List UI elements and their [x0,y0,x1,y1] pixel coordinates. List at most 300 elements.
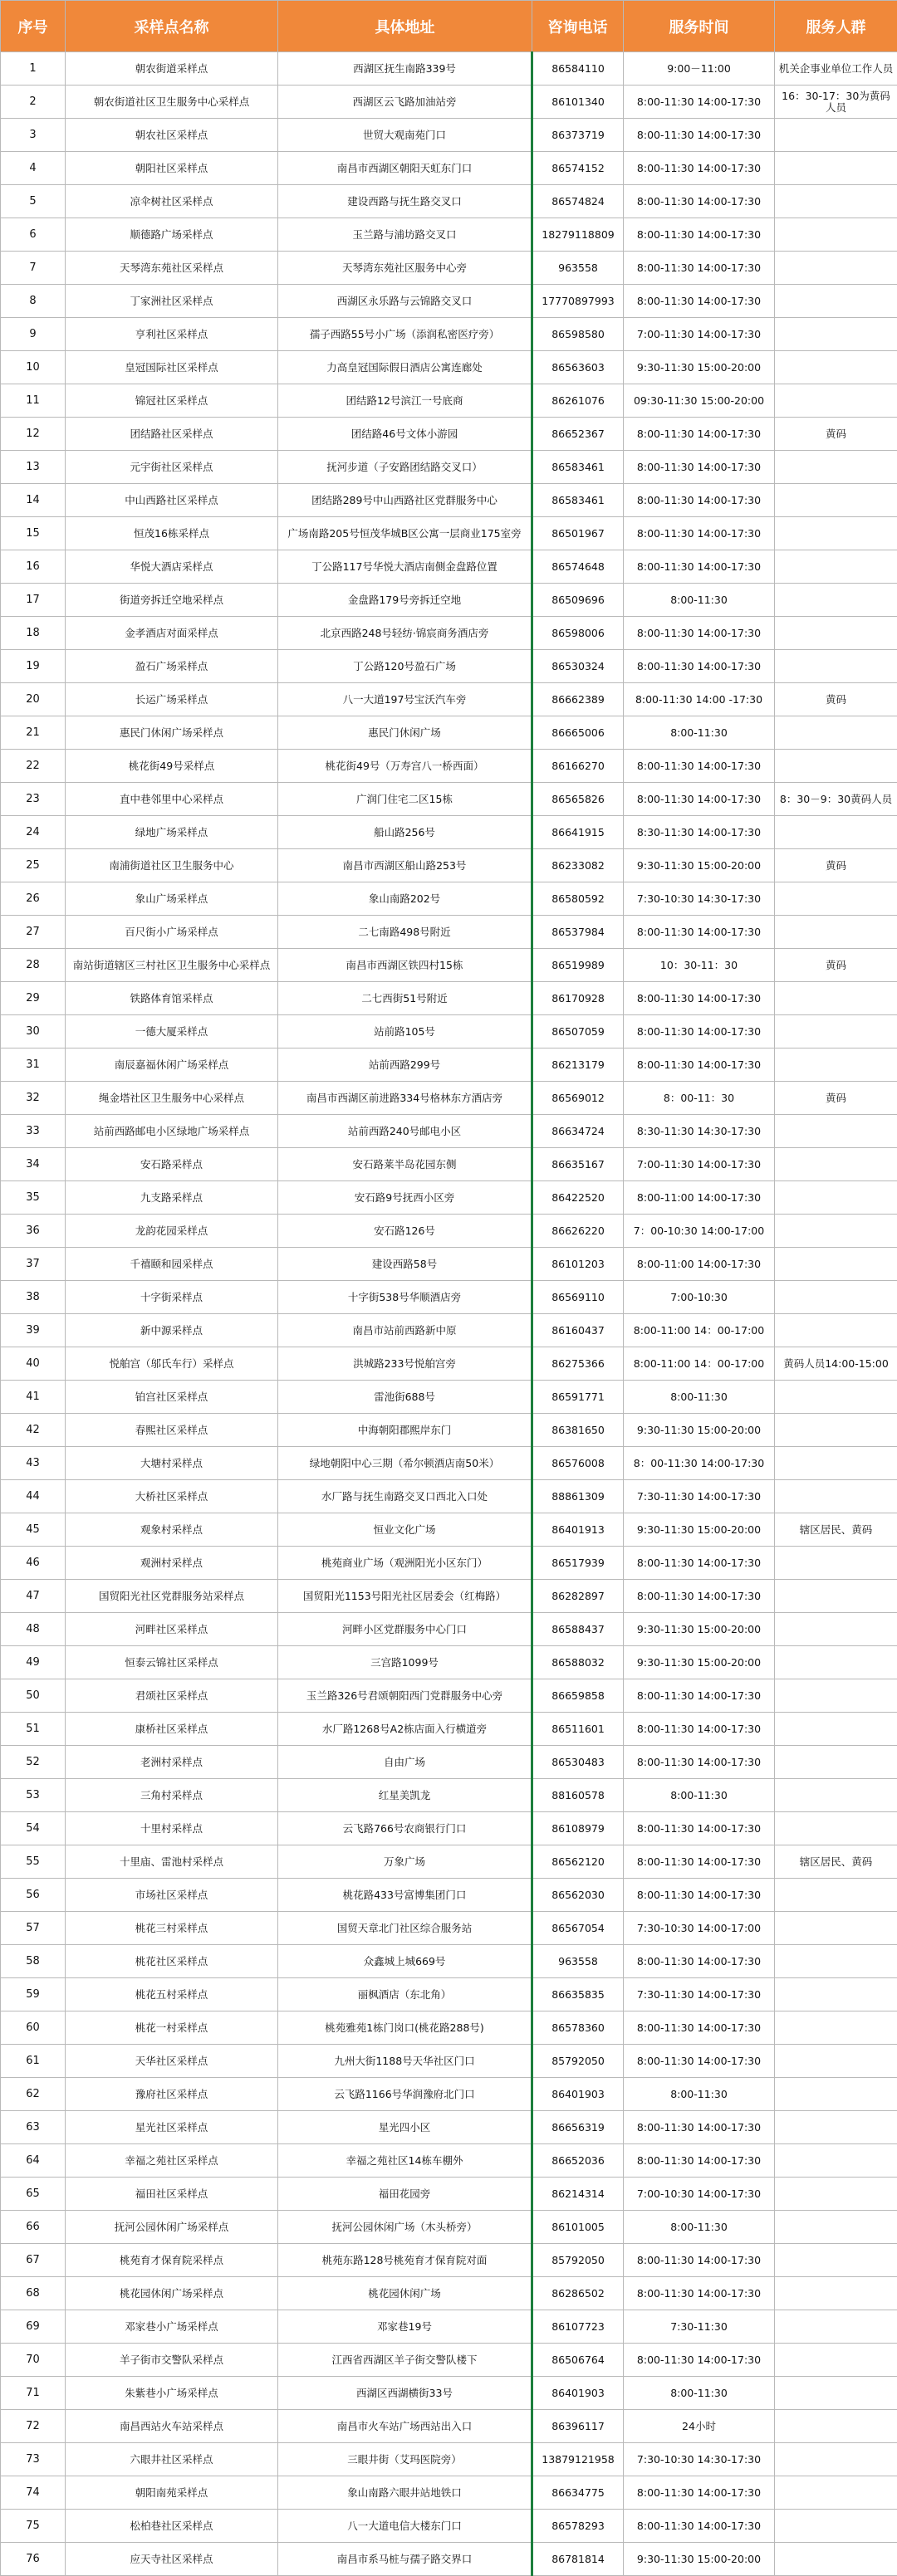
cell-service-group [775,2443,897,2476]
cell-site-name: 星光社区采样点 [66,2111,278,2144]
cell-address: 云飞路766号农商银行门口 [278,1812,532,1845]
cell-seq: 67 [1,2244,66,2277]
cell-service-time: 8:00-11:30 14:00-17:30 [624,2476,775,2510]
table-row [1,783,897,816]
cell-service-group [775,1580,897,1613]
cell-phone: 86519989 [532,949,624,982]
cell-seq: 43 [1,1447,66,1480]
cell-seq: 59 [1,1978,66,2011]
cell-phone: 86578293 [532,2510,624,2543]
cell-service-time: 7:30-11:30 [624,2310,775,2344]
cell-service-group [775,1015,897,1048]
cell-address: 十字街538号华顺酒店旁 [278,1281,532,1314]
table-row [1,451,897,484]
cell-service-group [775,351,897,384]
cell-service-time: 8:00-11:30 14:00 -17:30 [624,683,775,716]
cell-site-name: 华悦大酒店采样点 [66,550,278,584]
cell-service-time: 8:00-11:30 14:00-17:30 [624,1845,775,1879]
cell-phone: 86506764 [532,2344,624,2377]
cell-address: 玉兰路与浦坊路交叉口 [278,218,532,252]
cell-service-group [775,1945,897,1978]
cell-site-name: 抚河公园休闲广场采样点 [66,2211,278,2244]
header-phone: 咨询电话 [532,1,624,52]
table-row [1,1945,897,1978]
table-row [1,1480,897,1513]
cell-phone: 86626220 [532,1215,624,1248]
cell-service-group [775,2310,897,2344]
cell-service-group [775,650,897,683]
table-row [1,2011,897,2045]
table-row [1,1082,897,1115]
cell-address: 建设西路58号 [278,1248,532,1281]
table-body [1,52,897,2576]
cell-seq: 36 [1,1215,66,1248]
header-row [1,1,897,52]
cell-service-time: 8:00-11:30 [624,1779,775,1812]
cell-phone: 86511601 [532,1713,624,1746]
table-row [1,2144,897,2178]
cell-service-time: 8:00-11:30 14:00-17:30 [624,1879,775,1912]
cell-seq: 17 [1,584,66,617]
cell-seq: 57 [1,1912,66,1945]
cell-service-group [775,1879,897,1912]
cell-address: 南昌市系马桩与孺子路交界口 [278,2543,532,2576]
table-row [1,916,897,949]
cell-service-group [775,2476,897,2510]
cell-site-name: 惠民门休闲广场采样点 [66,716,278,750]
cell-address: 星光四小区 [278,2111,532,2144]
cell-address: 南昌市西湖区船山路253号 [278,849,532,882]
cell-address: 丁公路120号盈石广场 [278,650,532,683]
cell-service-group [775,584,897,617]
cell-service-group: 黄码人员14:00-15:00 [775,1347,897,1381]
cell-phone: 88861309 [532,1480,624,1513]
cell-address: 绿地朝阳中心三期（希尔顿酒店南50米） [278,1447,532,1480]
cell-site-name: 朝农街道采样点 [66,52,278,86]
cell-seq: 69 [1,2310,66,2344]
cell-site-name: 应天寺社区采样点 [66,2543,278,2576]
cell-service-time: 8:00-11:30 14:00-17:30 [624,484,775,517]
table-row [1,1447,897,1480]
cell-service-group [775,1978,897,2011]
table-row [1,2510,897,2543]
table-row [1,152,897,185]
cell-phone: 86537984 [532,916,624,949]
table-row [1,1148,897,1181]
cell-service-group: 黄码 [775,1082,897,1115]
table-row [1,2410,897,2443]
cell-site-name: 恒泰云锦社区采样点 [66,1646,278,1679]
cell-service-time: 8:00-11:30 14:00-17:30 [624,119,775,152]
cell-service-time: 8:00-11:30 14:00-17:30 [624,1713,775,1746]
cell-phone: 17770897993 [532,285,624,318]
cell-service-group [775,119,897,152]
cell-seq: 12 [1,418,66,451]
cell-service-time: 9:30-11:30 15:00-20:00 [624,2543,775,2576]
table-row [1,584,897,617]
cell-address: 西湖区永乐路与云锦路交叉口 [278,285,532,318]
cell-seq: 39 [1,1314,66,1347]
cell-seq: 14 [1,484,66,517]
header-site-name: 采样点名称 [66,1,278,52]
cell-service-group [775,1679,897,1713]
cell-seq: 62 [1,2078,66,2111]
cell-site-name: 百尺街小广场采样点 [66,916,278,949]
cell-site-name: 三角村采样点 [66,1779,278,1812]
cell-service-time: 7:30-11:30 14:00-17:30 [624,1978,775,2011]
cell-seq: 63 [1,2111,66,2144]
cell-seq: 13 [1,451,66,484]
cell-phone: 86422520 [532,1181,624,1215]
cell-phone: 86659858 [532,1679,624,1713]
cell-service-group [775,185,897,218]
cell-site-name: 天琴湾东苑社区采样点 [66,252,278,285]
cell-site-name: 朝阳南苑采样点 [66,2476,278,2510]
cell-service-time: 9:30-11:30 15:00-20:00 [624,1646,775,1679]
cell-site-name: 南浦街道社区卫生服务中心 [66,849,278,882]
cell-site-name: 南站街道辖区三村社区卫生服务中心采样点 [66,949,278,982]
cell-phone: 86501967 [532,517,624,550]
cell-address: 安石路莱半岛花园东侧 [278,1148,532,1181]
cell-phone: 18279118809 [532,218,624,252]
cell-service-time: 8:00-11:00 14：00-17:00 [624,1347,775,1381]
cell-service-group: 机关企事业单位工作人员 [775,52,897,86]
cell-site-name: 幸福之苑社区采样点 [66,2144,278,2178]
cell-address: 水厂路1268号A2栋店面入行横道旁 [278,1713,532,1746]
cell-address: 桃苑东路128号桃苑育才保育院对面 [278,2244,532,2277]
cell-address: 桃花园休闲广场 [278,2277,532,2310]
cell-address: 河畔小区党群服务中心门口 [278,1613,532,1646]
cell-address: 团结路289号中山西路社区党群服务中心 [278,484,532,517]
cell-service-group [775,1812,897,1845]
table-row [1,517,897,550]
cell-seq: 28 [1,949,66,982]
table-row [1,1779,897,1812]
table-row [1,384,897,418]
cell-service-time: 8:00-11:30 [624,2078,775,2111]
cell-service-group [775,617,897,650]
cell-address: 八一大道电信大楼东门口 [278,2510,532,2543]
cell-seq: 16 [1,550,66,584]
cell-seq: 45 [1,1513,66,1547]
table-row [1,1713,897,1746]
cell-service-group [775,2045,897,2078]
cell-address: 南昌市站前西路新中原 [278,1314,532,1347]
cell-service-time: 8:00-11:30 14:00-17:30 [624,1048,775,1082]
cell-phone: 86166270 [532,750,624,783]
cell-site-name: 国贸阳光社区党群服务站采样点 [66,1580,278,1613]
cell-site-name: 站前西路邮电小区绿地广场采样点 [66,1115,278,1148]
table-row [1,1181,897,1215]
cell-address: 抚河步道（子安路团结路交叉口） [278,451,532,484]
table-row [1,1547,897,1580]
cell-service-time: 8:00-11:30 14:00-17:30 [624,1679,775,1713]
cell-service-time: 8:00-11:30 14:00-17:30 [624,2144,775,2178]
cell-service-group [775,1048,897,1082]
table-row [1,1314,897,1347]
cell-address: 团结路46号文体小游园 [278,418,532,451]
cell-address: 水厂路与抚生南路交叉口西北入口处 [278,1480,532,1513]
cell-seq: 74 [1,2476,66,2510]
cell-site-name: 顺德路广场采样点 [66,218,278,252]
cell-phone: 86562030 [532,1879,624,1912]
table-row [1,1580,897,1613]
table-row [1,1248,897,1281]
cell-phone: 86598580 [532,318,624,351]
cell-site-name: 天华社区采样点 [66,2045,278,2078]
cell-service-group [775,252,897,285]
cell-site-name: 绳金塔社区卫生服务中心采样点 [66,1082,278,1115]
cell-seq: 23 [1,783,66,816]
cell-site-name: 丁家洲社区采样点 [66,285,278,318]
cell-service-time: 8:00-11:30 14:00-17:30 [624,1945,775,1978]
cell-service-group [775,1746,897,1779]
cell-phone: 86574648 [532,550,624,584]
cell-service-time: 8:00-11:00 14：00-17:00 [624,1314,775,1347]
cell-service-group [775,1314,897,1347]
cell-service-group [775,1115,897,1148]
cell-service-group [775,2543,897,2576]
cell-address: 雷池街688号 [278,1381,532,1414]
cell-phone: 86634775 [532,2476,624,2510]
cell-site-name: 老洲村采样点 [66,1746,278,1779]
cell-seq: 30 [1,1015,66,1048]
table-row [1,1281,897,1314]
table-row [1,683,897,716]
cell-service-group [775,1779,897,1812]
table-row [1,1048,897,1082]
cell-site-name: 街道旁拆迁空地采样点 [66,584,278,617]
cell-address: 福田花园旁 [278,2178,532,2211]
cell-phone: 86635167 [532,1148,624,1181]
cell-site-name: 团结路社区采样点 [66,418,278,451]
cell-service-time: 24小时 [624,2410,775,2443]
cell-service-time: 7:30-10:30 14:30-17:30 [624,882,775,916]
cell-service-group [775,2377,897,2410]
cell-phone: 88160578 [532,1779,624,1812]
cell-address: 云飞路1166号华润豫府北门口 [278,2078,532,2111]
cell-service-time: 7:30-10:30 14:30-17:30 [624,2443,775,2476]
table-row [1,1381,897,1414]
cell-address: 站前西路240号邮电小区 [278,1115,532,1148]
cell-site-name: 羊子街市交警队采样点 [66,2344,278,2377]
cell-seq: 75 [1,2510,66,2543]
cell-service-group [775,1713,897,1746]
cell-phone: 963558 [532,1945,624,1978]
cell-phone: 86652367 [532,418,624,451]
cell-phone: 86584110 [532,52,624,86]
cell-site-name: 大塘村采样点 [66,1447,278,1480]
cell-address: 西湖区云飞路加油站旁 [278,86,532,119]
cell-service-group [775,2410,897,2443]
table-row [1,1215,897,1248]
table-row [1,2244,897,2277]
table-row [1,849,897,882]
cell-service-group [775,1381,897,1414]
cell-phone: 86381650 [532,1414,624,1447]
cell-service-time: 8:00-11:30 14:00-17:30 [624,252,775,285]
cell-site-name: 盈石广场采样点 [66,650,278,683]
cell-service-time: 8:00-11:30 14:00-17:30 [624,1812,775,1845]
cell-address: 二七南路498号附近 [278,916,532,949]
cell-service-group [775,517,897,550]
table-row [1,1978,897,2011]
cell-service-time: 7:00-10:30 14:00-17:30 [624,2178,775,2211]
cell-site-name: 市场社区采样点 [66,1879,278,1912]
cell-address: 南昌市西湖区朝阳天虹东门口 [278,152,532,185]
cell-address: 丁公路117号华悦大酒店南侧金盘路位置 [278,550,532,584]
cell-site-name: 六眼井社区采样点 [66,2443,278,2476]
cell-phone: 86517939 [532,1547,624,1580]
table-row [1,285,897,318]
cell-phone: 86108979 [532,1812,624,1845]
cell-site-name: 康桥社区采样点 [66,1713,278,1746]
cell-site-name: 朝农社区采样点 [66,119,278,152]
cell-phone: 86101340 [532,86,624,119]
cell-site-name: 桃花一村采样点 [66,2011,278,2045]
cell-service-group: 辖区居民、黄码 [775,1845,897,1879]
cell-address: 玉兰路326号君颂朝阳西门党群服务中心旁 [278,1679,532,1713]
table-row [1,484,897,517]
cell-service-time: 8:00-11:00 14:00-17:30 [624,1248,775,1281]
cell-service-group: 黄码 [775,949,897,982]
cell-service-time: 8:00-11:30 [624,1381,775,1414]
cell-service-time: 8:00-11:30 14:00-17:30 [624,2277,775,2310]
cell-service-group: 8：30－9：30黄码人员 [775,783,897,816]
cell-address: 孺子西路55号小广场（添润私密医疗旁） [278,318,532,351]
cell-seq: 44 [1,1480,66,1513]
cell-service-group [775,384,897,418]
cell-phone: 86563603 [532,351,624,384]
cell-phone: 86635835 [532,1978,624,2011]
cell-address: 站前西路299号 [278,1048,532,1082]
table-row [1,716,897,750]
cell-phone: 85792050 [532,2045,624,2078]
table-row [1,1812,897,1845]
cell-site-name: 龙韵花园采样点 [66,1215,278,1248]
cell-service-time: 8:00-11:30 14:00-17:30 [624,783,775,816]
header-service-time: 服务时间 [624,1,775,52]
cell-service-time: 8：00-11:30 14:00-17:30 [624,1447,775,1480]
table-row [1,2476,897,2510]
cell-service-time: 8:00-11:30 [624,2211,775,2244]
cell-phone: 86233082 [532,849,624,882]
cell-address: 国贸阳光1153号阳光社区居委会（红梅路） [278,1580,532,1613]
cell-address: 红星美凯龙 [278,1779,532,1812]
cell-phone: 86282897 [532,1580,624,1613]
table-row [1,318,897,351]
cell-site-name: 河畔社区采样点 [66,1613,278,1646]
cell-site-name: 九支路采样点 [66,1181,278,1215]
cell-seq: 40 [1,1347,66,1381]
cell-site-name: 铂宫社区采样点 [66,1381,278,1414]
cell-address: 恒业文化广场 [278,1513,532,1547]
cell-service-time: 8:00-11:30 14:00-17:30 [624,86,775,119]
cell-seq: 41 [1,1381,66,1414]
cell-service-group [775,2078,897,2111]
cell-service-group [775,1281,897,1314]
cell-seq: 19 [1,650,66,683]
cell-service-time: 8:00-11:30 [624,716,775,750]
cell-service-time: 7:00-11:30 14:00-17:30 [624,1148,775,1181]
cell-seq: 8 [1,285,66,318]
table-row [1,1646,897,1679]
cell-site-name: 锦冠社区采样点 [66,384,278,418]
table-row [1,252,897,285]
cell-site-name: 悦舶宫（邬氏车行）采样点 [66,1347,278,1381]
cell-phone: 86588032 [532,1646,624,1679]
cell-service-group [775,2178,897,2211]
cell-address: 广润门住宅二区15栋 [278,783,532,816]
cell-service-time: 7:30-11:30 14:00-17:30 [624,1480,775,1513]
table-row [1,2310,897,2344]
cell-site-name: 南昌西站火车站采样点 [66,2410,278,2443]
cell-service-group [775,1248,897,1281]
cell-service-group [775,451,897,484]
cell-seq: 73 [1,2443,66,2476]
cell-service-time: 8:00-11:30 14:00-17:30 [624,650,775,683]
cell-site-name: 铁路体育馆采样点 [66,982,278,1015]
cell-service-group [775,1447,897,1480]
cell-phone: 86107723 [532,2310,624,2344]
cell-phone: 86641915 [532,816,624,849]
header-address: 具体地址 [278,1,532,52]
cell-seq: 46 [1,1547,66,1580]
header-service-group: 服务人群 [775,1,897,52]
cell-service-group [775,1613,897,1646]
cell-service-time: 8:00-11:30 14:00-17:30 [624,982,775,1015]
cell-service-time: 8:00-11:30 14:00-17:30 [624,451,775,484]
cell-phone: 86569012 [532,1082,624,1115]
cell-seq: 4 [1,152,66,185]
table-row [1,1513,897,1547]
cell-seq: 64 [1,2144,66,2178]
cell-address: 江西省西湖区羊子街交警队楼下 [278,2344,532,2377]
cell-seq: 56 [1,1879,66,1912]
cell-service-time: 7:30-10:30 14:00-17:00 [624,1912,775,1945]
cell-service-group [775,1215,897,1248]
cell-service-time: 09:30-11:30 15:00-20:00 [624,384,775,418]
table-row [1,1746,897,1779]
cell-service-group [775,1414,897,1447]
cell-service-group [775,1547,897,1580]
cell-address: 三眼井街（艾玛医院旁） [278,2443,532,2476]
cell-site-name: 豫府社区采样点 [66,2078,278,2111]
cell-address: 桃苑雅苑1栋门岗口(桃花路288号) [278,2011,532,2045]
cell-phone: 86656319 [532,2111,624,2144]
cell-service-time: 8:00-11:30 14:00-17:30 [624,2510,775,2543]
table-row [1,949,897,982]
table-row [1,1613,897,1646]
cell-service-group [775,916,897,949]
cell-address: 洪城路233号悦舶宫旁 [278,1347,532,1381]
cell-address: 三宫路1099号 [278,1646,532,1679]
cell-phone: 86634724 [532,1115,624,1148]
cell-site-name: 君颂社区采样点 [66,1679,278,1713]
cell-address: 世贸大观南苑门口 [278,119,532,152]
cell-site-name: 凉伞树社区采样点 [66,185,278,218]
cell-seq: 38 [1,1281,66,1314]
cell-site-name: 安石路采样点 [66,1148,278,1181]
table-row [1,2443,897,2476]
cell-seq: 72 [1,2410,66,2443]
cell-service-group [775,882,897,916]
cell-service-time: 8:00-11:30 14:00-17:30 [624,152,775,185]
cell-phone: 86665006 [532,716,624,750]
cell-service-time: 8:00-11:30 14:00-17:30 [624,418,775,451]
cell-service-group [775,2344,897,2377]
cell-service-group [775,318,897,351]
